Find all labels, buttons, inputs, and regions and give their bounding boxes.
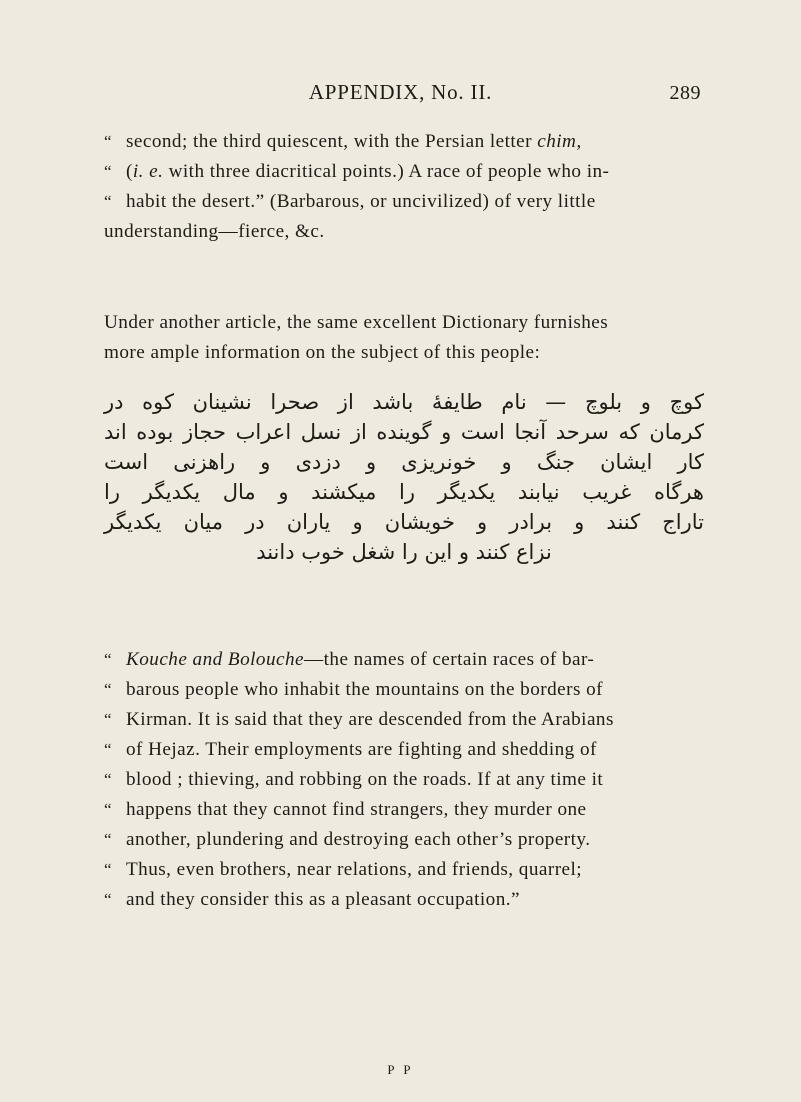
text-line: “ another, plundering and destroying each other’s property. xyxy=(104,825,704,855)
quote-mark: “ xyxy=(104,680,112,699)
running-head xyxy=(0,80,801,110)
text-line: “ happens that they cannot find strangers, they murder one xyxy=(104,795,704,825)
quote-mark: “ xyxy=(104,162,112,181)
signature-mark: P P xyxy=(387,1062,414,1077)
text-line: “ barous people who inhabit the mountains on the borders of xyxy=(104,675,704,705)
quote-mark: “ xyxy=(104,192,112,211)
quote-mark: “ xyxy=(104,860,112,879)
page-title: APPENDIX, No. II. xyxy=(308,80,493,104)
quote-mark: “ xyxy=(104,890,112,909)
persian-quotation xyxy=(104,387,704,567)
persian-line: کرمان که سرحد آنجا است و گوینده از نسل اعراب حجاز بوده اند xyxy=(104,420,704,444)
quote-mark: “ xyxy=(104,710,112,729)
text-line: understanding—fierce, &c. xyxy=(104,221,325,242)
quote-mark: “ xyxy=(104,132,112,151)
text-line: “ blood ; thieving, and robbing on the roads. If at any time it xyxy=(104,765,704,795)
text-line: “ (i. e. with three diacritical points.) A race of people who in- xyxy=(104,157,704,187)
persian-line: نزاع کنند و این را شغل خوب دانند xyxy=(256,540,552,564)
quote-mark: “ xyxy=(104,830,112,849)
paragraph-translation xyxy=(104,645,704,915)
persian-line: تاراج کنند و برادر و خویشان و یاران در میان یکدیگر xyxy=(104,510,704,534)
paragraph-definition-continued xyxy=(104,127,704,247)
text-line: “ of Hejaz. Their employments are fighting and shedding of xyxy=(104,735,704,765)
text-line: Under another article, the same excellent Dictionary furnishes xyxy=(104,312,609,333)
text-line: “ and they consider this as a pleasant occupation.” xyxy=(104,885,704,915)
persian-line: کار ایشان جنگ و خونریزی و دزدی و راهزنی است xyxy=(104,450,704,474)
quote-mark: “ xyxy=(104,650,112,669)
page-number: 289 xyxy=(669,82,701,104)
quote-mark: “ xyxy=(104,800,112,819)
text-line: “ Kouche and Bolouche—the names of certain races of bar- xyxy=(104,645,704,675)
quote-mark: “ xyxy=(104,770,112,789)
persian-line: هرگاه غریب نیابند یکدیگر را میکشند و مال یکدیگر را xyxy=(104,480,704,504)
text-line: “ second; the third quiescent, with the Persian letter chim, xyxy=(104,127,704,157)
text-line: more ample information on the subject of this people: xyxy=(104,342,541,363)
paragraph-introduction xyxy=(104,308,704,368)
text-line: “ habit the desert.” (Barbarous, or uncivilized) of very little xyxy=(104,187,704,217)
text-line: “ Thus, even brothers, near relations, and friends, quarrel; xyxy=(104,855,704,885)
quote-mark: “ xyxy=(104,740,112,759)
text-line: “ Kirman. It is said that they are descended from the Arabians xyxy=(104,705,704,735)
persian-line: کوچ و بلوچ — نام طایفهٔ باشد از صحرا نشینان کوه در xyxy=(104,390,704,414)
